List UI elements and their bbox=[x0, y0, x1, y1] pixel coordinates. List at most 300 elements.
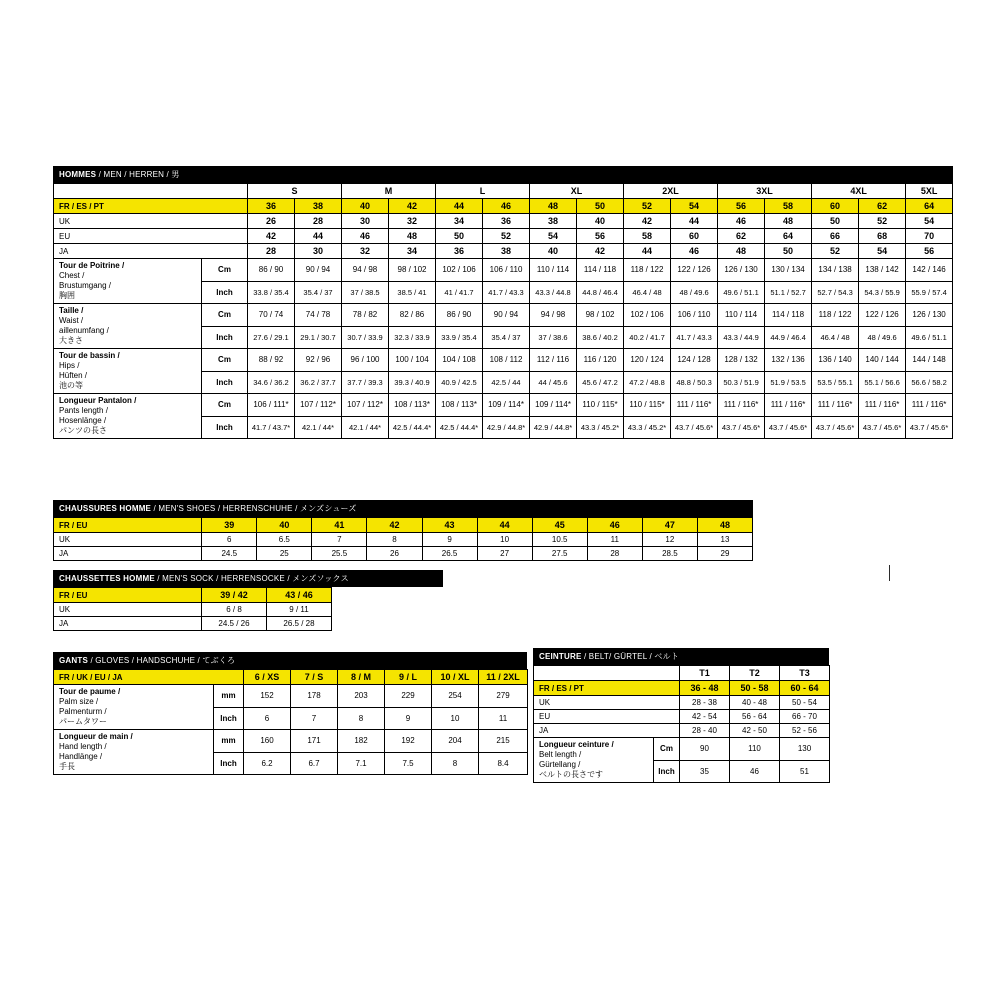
men-group-header-row bbox=[54, 184, 953, 199]
shoes-size-table bbox=[53, 517, 753, 561]
men-size-value: 60 bbox=[671, 229, 718, 244]
men-size-group: M bbox=[342, 184, 436, 199]
men-size-value: 34 bbox=[436, 214, 483, 229]
men-measure-value: 44.8 / 46.4 bbox=[577, 281, 624, 304]
men-measure-value: 43.3 / 45.2* bbox=[624, 416, 671, 439]
gloves-measure-value: 254 bbox=[432, 685, 479, 708]
men-measure-value: 37.7 / 39.3 bbox=[342, 371, 389, 394]
men-measure-value: 110 / 115* bbox=[577, 394, 624, 417]
gloves-size-row bbox=[54, 670, 528, 685]
gloves-measure-value: 152 bbox=[244, 685, 291, 708]
men-measure-value: 94 / 98 bbox=[342, 259, 389, 282]
men-measure-value: 40.9 / 42.5 bbox=[436, 371, 483, 394]
measure-label-line: Palmenturm / bbox=[59, 707, 107, 716]
men-title-bold: HOMMES bbox=[59, 170, 97, 179]
men-measure-value: 43.3 / 44.8 bbox=[530, 281, 577, 304]
men-measure-value: 128 / 132 bbox=[718, 349, 765, 372]
men-size-value: 36 bbox=[436, 244, 483, 259]
men-size-value: 56 bbox=[906, 244, 953, 259]
men-measure-value: 42.9 / 44.8* bbox=[530, 416, 577, 439]
men-measure-value: 98 / 102 bbox=[577, 304, 624, 327]
belt-row bbox=[534, 724, 830, 738]
measure-label-line: Longueur Pantalon / bbox=[59, 396, 137, 405]
page-tick-mark bbox=[889, 565, 890, 581]
men-size-value: 64 bbox=[906, 199, 953, 214]
shoes-value: 24.5 bbox=[202, 547, 257, 561]
men-size-group: XL bbox=[530, 184, 624, 199]
men-size-value: 42 bbox=[577, 244, 624, 259]
mens-socks-block bbox=[53, 570, 443, 631]
men-header-spacer bbox=[54, 184, 248, 199]
men-measure-value: 42.5 / 44 bbox=[483, 371, 530, 394]
men-measure-value: 29.1 / 30.7 bbox=[295, 326, 342, 349]
men-measure-value: 110 / 115* bbox=[624, 394, 671, 417]
gloves-block-title bbox=[53, 652, 527, 669]
men-measure-value: 138 / 142 bbox=[859, 259, 906, 282]
gloves-measure-value: 6.7 bbox=[291, 752, 338, 775]
men-measure-value: 42.5 / 44.4* bbox=[389, 416, 436, 439]
men-size-value: 68 bbox=[859, 229, 906, 244]
men-measure-value: 116 / 120 bbox=[577, 349, 624, 372]
men-size-value: 48 bbox=[718, 244, 765, 259]
gloves-measure-value: 11 bbox=[479, 707, 528, 730]
shoes-value: 12 bbox=[642, 533, 697, 547]
shoes-value: 45 bbox=[532, 518, 587, 533]
belt-row bbox=[534, 681, 830, 696]
gloves-measure-value: 8.4 bbox=[479, 752, 528, 775]
men-measure-value: 114 / 118 bbox=[577, 259, 624, 282]
gloves-measure-value: 203 bbox=[338, 685, 385, 708]
gloves-measure-value: 8 bbox=[432, 752, 479, 775]
men-block-title bbox=[53, 166, 953, 183]
gloves-measure-value: 6.2 bbox=[244, 752, 291, 775]
measure-label-line: 大きさ bbox=[59, 336, 83, 345]
measure-label-line: パンツの長さ bbox=[59, 426, 107, 435]
men-size-value: 48 bbox=[389, 229, 436, 244]
shoes-row bbox=[54, 533, 753, 547]
men-size-value: 54 bbox=[671, 199, 718, 214]
men-measure-value: 48 / 49.6 bbox=[859, 326, 906, 349]
men-measure-value: 107 / 112* bbox=[342, 394, 389, 417]
belt-value: 60 - 64 bbox=[780, 681, 830, 696]
shoes-value: 10.5 bbox=[532, 533, 587, 547]
gloves-measure-label bbox=[54, 730, 214, 775]
men-measure-value: 50.3 / 51.9 bbox=[718, 371, 765, 394]
men-size-value: 52 bbox=[483, 229, 530, 244]
socks-row bbox=[54, 617, 332, 631]
men-measure-value: 34.6 / 36.2 bbox=[248, 371, 295, 394]
men-size-value: 40 bbox=[530, 244, 577, 259]
gloves-measure-value: 7.1 bbox=[338, 752, 385, 775]
men-measure-value: 49.6 / 51.1 bbox=[718, 281, 765, 304]
men-measure-value: 122 / 126 bbox=[671, 259, 718, 282]
men-size-value: 40 bbox=[577, 214, 624, 229]
measure-label-line: aillenumfang / bbox=[59, 326, 109, 335]
socks-value: 26.5 / 28 bbox=[267, 617, 332, 631]
measure-label-line: Belt length / bbox=[539, 750, 582, 759]
men-row-label: FR / ES / PT bbox=[54, 199, 248, 214]
men-measure-value: 82 / 86 bbox=[389, 304, 436, 327]
men-measure-value: 49.6 / 51.1 bbox=[906, 326, 953, 349]
shoes-value: 42 bbox=[367, 518, 422, 533]
men-measure-value: 46.4 / 48 bbox=[812, 326, 859, 349]
belt-measure-value: 110 bbox=[730, 738, 780, 761]
gloves-size-value: 9 / L bbox=[385, 670, 432, 685]
men-measure-value: 126 / 130 bbox=[906, 304, 953, 327]
men-measure-value: 47.2 / 48.8 bbox=[624, 371, 671, 394]
gloves-measure-value: 7 bbox=[291, 707, 338, 730]
men-measure-value: 78 / 82 bbox=[342, 304, 389, 327]
men-measure-value: 109 / 114* bbox=[483, 394, 530, 417]
belt-measure-value: 51 bbox=[780, 760, 830, 783]
men-size-group: L bbox=[436, 184, 530, 199]
men-measure-value: 48.8 / 50.3 bbox=[671, 371, 718, 394]
men-measure-value: 140 / 144 bbox=[859, 349, 906, 372]
men-size-value: 62 bbox=[718, 229, 765, 244]
men-size-value: 38 bbox=[530, 214, 577, 229]
men-measure-value: 86 / 90 bbox=[436, 304, 483, 327]
men-size-value: 56 bbox=[577, 229, 624, 244]
men-size-value: 26 bbox=[248, 214, 295, 229]
men-size-block bbox=[53, 166, 953, 439]
men-measure-value: 41.7 / 43.7* bbox=[248, 416, 295, 439]
gloves-measure-unit: mm bbox=[214, 685, 244, 708]
men-measure-label bbox=[54, 349, 202, 394]
men-size-value: 46 bbox=[483, 199, 530, 214]
belt-measure-value: 90 bbox=[680, 738, 730, 761]
gloves-measure-value: 279 bbox=[479, 685, 528, 708]
belt-value: 66 - 70 bbox=[780, 710, 830, 724]
men-measure-value: 41.7 / 43.3 bbox=[483, 281, 530, 304]
men-measure-value: 110 / 114 bbox=[718, 304, 765, 327]
men-measure-value: 110 / 114 bbox=[530, 259, 577, 282]
men-measure-value: 41.7 / 43.3 bbox=[671, 326, 718, 349]
belt-row bbox=[534, 696, 830, 710]
belt-header-spacer bbox=[534, 666, 680, 681]
shoes-value: 26.5 bbox=[422, 547, 477, 561]
gloves-measure-unit: Inch bbox=[214, 707, 244, 730]
gloves-measure-value: 215 bbox=[479, 730, 528, 753]
men-size-value: 44 bbox=[624, 244, 671, 259]
men-measure-value: 122 / 126 bbox=[859, 304, 906, 327]
belt-size-group: T3 bbox=[780, 666, 830, 681]
socks-value: 6 / 8 bbox=[202, 603, 267, 617]
men-measure-value: 42.1 / 44* bbox=[342, 416, 389, 439]
men-measure-value: 88 / 92 bbox=[248, 349, 295, 372]
men-measure-value: 27.6 / 29.1 bbox=[248, 326, 295, 349]
shoes-value: 47 bbox=[642, 518, 697, 533]
men-measure-value: 41 / 41.7 bbox=[436, 281, 483, 304]
men-measure-value: 46.4 / 48 bbox=[624, 281, 671, 304]
men-measure-value: 106 / 110 bbox=[483, 259, 530, 282]
men-size-value: 44 bbox=[671, 214, 718, 229]
men-size-value: 50 bbox=[812, 214, 859, 229]
men-measure-unit: Inch bbox=[202, 326, 248, 349]
men-size-value: 54 bbox=[906, 214, 953, 229]
men-size-value: 58 bbox=[624, 229, 671, 244]
shoes-value: 11 bbox=[587, 533, 642, 547]
men-measure-unit: Cm bbox=[202, 304, 248, 327]
men-size-value: 52 bbox=[624, 199, 671, 214]
gloves-measure-row-mm bbox=[54, 685, 528, 708]
men-row-label: JA bbox=[54, 244, 248, 259]
belt-measure-value: 130 bbox=[780, 738, 830, 761]
men-measure-value: 100 / 104 bbox=[389, 349, 436, 372]
men-measure-unit: Cm bbox=[202, 394, 248, 417]
shoes-value: 48 bbox=[697, 518, 752, 533]
measure-label-line: Hips / bbox=[59, 361, 80, 370]
men-size-value: 38 bbox=[483, 244, 530, 259]
shoes-value: 13 bbox=[697, 533, 752, 547]
men-measure-value: 112 / 116 bbox=[530, 349, 577, 372]
men-measure-row-cm bbox=[54, 304, 953, 327]
shoes-row bbox=[54, 518, 753, 533]
socks-row-label: UK bbox=[54, 603, 202, 617]
belt-measure-value: 35 bbox=[680, 760, 730, 783]
gloves-measure-label bbox=[54, 685, 214, 730]
shoes-value: 10 bbox=[477, 533, 532, 547]
gloves-measure-value: 7.5 bbox=[385, 752, 432, 775]
men-measure-value: 86 / 90 bbox=[248, 259, 295, 282]
men-measure-value: 43.7 / 45.6* bbox=[812, 416, 859, 439]
gloves-measure-value: 160 bbox=[244, 730, 291, 753]
gloves-measure-value: 8 bbox=[338, 707, 385, 730]
socks-row-label: JA bbox=[54, 617, 202, 631]
shoes-row-label: JA bbox=[54, 547, 202, 561]
men-measure-value: 74 / 78 bbox=[295, 304, 342, 327]
belt-row bbox=[534, 710, 830, 724]
belt-value: 50 - 58 bbox=[730, 681, 780, 696]
belt-value: 40 - 48 bbox=[730, 696, 780, 710]
men-size-value: 28 bbox=[295, 214, 342, 229]
men-measure-value: 43.7 / 45.6* bbox=[671, 416, 718, 439]
socks-title-light: / MEN'S SOCK / HERRENSOCKE / メンズソックス bbox=[157, 574, 349, 583]
belt-value: 42 - 50 bbox=[730, 724, 780, 738]
gloves-measure-value: 6 bbox=[244, 707, 291, 730]
shoes-value: 39 bbox=[202, 518, 257, 533]
measure-label-line: Longueur de main / bbox=[59, 732, 133, 741]
men-size-value: 28 bbox=[248, 244, 295, 259]
socks-row bbox=[54, 603, 332, 617]
socks-row bbox=[54, 588, 332, 603]
measure-label-line: Longueur ceinture / bbox=[539, 740, 614, 749]
gloves-measure-value: 9 bbox=[385, 707, 432, 730]
men-measure-value: 43.3 / 45.2* bbox=[577, 416, 624, 439]
men-size-value: 62 bbox=[859, 199, 906, 214]
gloves-measure-row-mm bbox=[54, 730, 528, 753]
socks-title-bold: CHAUSSETTES HOMME bbox=[59, 574, 155, 583]
gloves-measure-value: 229 bbox=[385, 685, 432, 708]
belt-row-label: UK bbox=[534, 696, 680, 710]
men-measure-value: 43.7 / 45.6* bbox=[906, 416, 953, 439]
belt-title-light: / BELT/ GÜRTEL / ベルト bbox=[583, 652, 679, 661]
men-size-value: 42 bbox=[248, 229, 295, 244]
gloves-size-value: 11 / 2XL bbox=[479, 670, 528, 685]
men-measure-value: 111 / 116* bbox=[812, 394, 859, 417]
shoes-value: 27.5 bbox=[532, 547, 587, 561]
men-size-value: 48 bbox=[530, 199, 577, 214]
belt-size-group: T1 bbox=[680, 666, 730, 681]
men-measure-value: 45.6 / 47.2 bbox=[577, 371, 624, 394]
men-measure-row-cm bbox=[54, 394, 953, 417]
men-measure-value: 37 / 38.6 bbox=[530, 326, 577, 349]
men-measure-value: 42.1 / 44* bbox=[295, 416, 342, 439]
gloves-size-value: 8 / M bbox=[338, 670, 385, 685]
measure-label-line: Chest / bbox=[59, 271, 85, 280]
belt-size-table bbox=[533, 665, 830, 783]
men-measure-value: 43.7 / 45.6* bbox=[859, 416, 906, 439]
gloves-block bbox=[53, 652, 527, 775]
shoes-row bbox=[54, 547, 753, 561]
shoes-value: 27 bbox=[477, 547, 532, 561]
belt-title-bold: CEINTURE bbox=[539, 652, 582, 661]
gloves-measure-unit: Inch bbox=[214, 752, 244, 775]
gloves-measure-value: 171 bbox=[291, 730, 338, 753]
men-size-value: 54 bbox=[859, 244, 906, 259]
men-measure-value: 104 / 108 bbox=[436, 349, 483, 372]
men-measure-value: 39.3 / 40.9 bbox=[389, 371, 436, 394]
belt-measure-unit: Cm bbox=[654, 738, 680, 761]
men-size-group: S bbox=[248, 184, 342, 199]
men-measure-value: 55.1 / 56.6 bbox=[859, 371, 906, 394]
men-size-value: 50 bbox=[577, 199, 624, 214]
men-size-value: 42 bbox=[389, 199, 436, 214]
socks-value: 24.5 / 26 bbox=[202, 617, 267, 631]
belt-block bbox=[533, 648, 829, 783]
measure-label-line: Waist / bbox=[59, 316, 84, 325]
belt-size-group: T2 bbox=[730, 666, 780, 681]
men-measure-row-cm bbox=[54, 349, 953, 372]
men-size-value: 60 bbox=[812, 199, 859, 214]
men-size-value: 44 bbox=[295, 229, 342, 244]
men-size-row bbox=[54, 199, 953, 214]
men-size-row bbox=[54, 229, 953, 244]
measure-label-line: Brustumgang / bbox=[59, 281, 112, 290]
shoes-value: 40 bbox=[257, 518, 312, 533]
socks-block-title bbox=[53, 570, 443, 587]
men-measure-value: 124 / 128 bbox=[671, 349, 718, 372]
men-size-value: 50 bbox=[436, 229, 483, 244]
belt-value: 36 - 48 bbox=[680, 681, 730, 696]
shoes-value: 44 bbox=[477, 518, 532, 533]
men-measure-value: 114 / 118 bbox=[765, 304, 812, 327]
men-size-value: 32 bbox=[342, 244, 389, 259]
men-measure-value: 136 / 140 bbox=[812, 349, 859, 372]
men-measure-value: 98 / 102 bbox=[389, 259, 436, 282]
men-measure-value: 109 / 114* bbox=[530, 394, 577, 417]
men-measure-value: 132 / 136 bbox=[765, 349, 812, 372]
shoes-value: 46 bbox=[587, 518, 642, 533]
measure-label-line: Handlänge / bbox=[59, 752, 103, 761]
men-size-value: 36 bbox=[248, 199, 295, 214]
belt-measure-label bbox=[534, 738, 654, 783]
shoes-value: 28.5 bbox=[642, 547, 697, 561]
gloves-size-value: 6 / XS bbox=[244, 670, 291, 685]
men-measure-unit: Cm bbox=[202, 259, 248, 282]
gloves-measure-value: 204 bbox=[432, 730, 479, 753]
men-measure-value: 38.6 / 40.2 bbox=[577, 326, 624, 349]
shoes-value: 26 bbox=[367, 547, 422, 561]
men-measure-unit: Inch bbox=[202, 281, 248, 304]
men-measure-value: 108 / 113* bbox=[436, 394, 483, 417]
men-size-value: 70 bbox=[906, 229, 953, 244]
measure-label-line: 胸囲 bbox=[59, 291, 75, 300]
shoes-value: 29 bbox=[697, 547, 752, 561]
men-measure-value: 120 / 124 bbox=[624, 349, 671, 372]
men-measure-value: 56.6 / 58.2 bbox=[906, 371, 953, 394]
measure-label-line: Hosenlänge / bbox=[59, 416, 107, 425]
men-measure-value: 51.1 / 52.7 bbox=[765, 281, 812, 304]
men-size-value: 32 bbox=[389, 214, 436, 229]
men-size-group: 5XL bbox=[906, 184, 953, 199]
men-size-value: 30 bbox=[342, 214, 389, 229]
men-size-value: 40 bbox=[342, 199, 389, 214]
men-size-value: 36 bbox=[483, 214, 530, 229]
men-title-light: / MEN / HERREN / 男 bbox=[98, 170, 180, 179]
men-measure-value: 43.3 / 44.9 bbox=[718, 326, 765, 349]
gloves-measure-unit: mm bbox=[214, 730, 244, 753]
shoes-value: 28 bbox=[587, 547, 642, 561]
men-measure-value: 108 / 112 bbox=[483, 349, 530, 372]
belt-block-title bbox=[533, 648, 829, 665]
socks-size-table bbox=[53, 587, 332, 631]
socks-value: 43 / 46 bbox=[267, 588, 332, 603]
men-measure-value: 108 / 113* bbox=[389, 394, 436, 417]
gloves-measure-value: 178 bbox=[291, 685, 338, 708]
men-size-row bbox=[54, 214, 953, 229]
men-measure-value: 90 / 94 bbox=[295, 259, 342, 282]
mens-shoes-block bbox=[53, 500, 753, 561]
men-size-row bbox=[54, 244, 953, 259]
men-measure-value: 48 / 49.6 bbox=[671, 281, 718, 304]
men-measure-value: 33.9 / 35.4 bbox=[436, 326, 483, 349]
men-size-value: 54 bbox=[530, 229, 577, 244]
belt-group-header-row bbox=[534, 666, 830, 681]
shoes-value: 6.5 bbox=[257, 533, 312, 547]
shoes-value: 6 bbox=[202, 533, 257, 547]
men-measure-value: 111 / 116* bbox=[718, 394, 765, 417]
men-size-value: 66 bbox=[812, 229, 859, 244]
belt-value: 28 - 38 bbox=[680, 696, 730, 710]
men-size-value: 56 bbox=[718, 199, 765, 214]
men-size-value: 38 bbox=[295, 199, 342, 214]
men-measure-value: 43.7 / 45.6* bbox=[718, 416, 765, 439]
men-size-value: 52 bbox=[859, 214, 906, 229]
men-measure-value: 111 / 116* bbox=[859, 394, 906, 417]
measure-label-line: Pants length / bbox=[59, 406, 108, 415]
men-measure-value: 126 / 130 bbox=[718, 259, 765, 282]
men-measure-value: 33.8 / 35.4 bbox=[248, 281, 295, 304]
men-size-group: 2XL bbox=[624, 184, 718, 199]
shoes-value: 8 bbox=[367, 533, 422, 547]
belt-measure-unit: Inch bbox=[654, 760, 680, 783]
men-measure-value: 90 / 94 bbox=[483, 304, 530, 327]
men-measure-value: 40.2 / 41.7 bbox=[624, 326, 671, 349]
men-measure-value: 111 / 116* bbox=[765, 394, 812, 417]
men-size-group: 4XL bbox=[812, 184, 906, 199]
men-measure-value: 118 / 122 bbox=[812, 304, 859, 327]
shoes-row-label: UK bbox=[54, 533, 202, 547]
men-measure-value: 30.7 / 33.9 bbox=[342, 326, 389, 349]
men-measure-value: 96 / 100 bbox=[342, 349, 389, 372]
belt-row-label: EU bbox=[534, 710, 680, 724]
men-measure-value: 44.9 / 46.4 bbox=[765, 326, 812, 349]
men-measure-value: 111 / 116* bbox=[671, 394, 718, 417]
socks-value: 39 / 42 bbox=[202, 588, 267, 603]
shoes-value: 25 bbox=[257, 547, 312, 561]
belt-value: 28 - 40 bbox=[680, 724, 730, 738]
men-measure-label bbox=[54, 259, 202, 304]
